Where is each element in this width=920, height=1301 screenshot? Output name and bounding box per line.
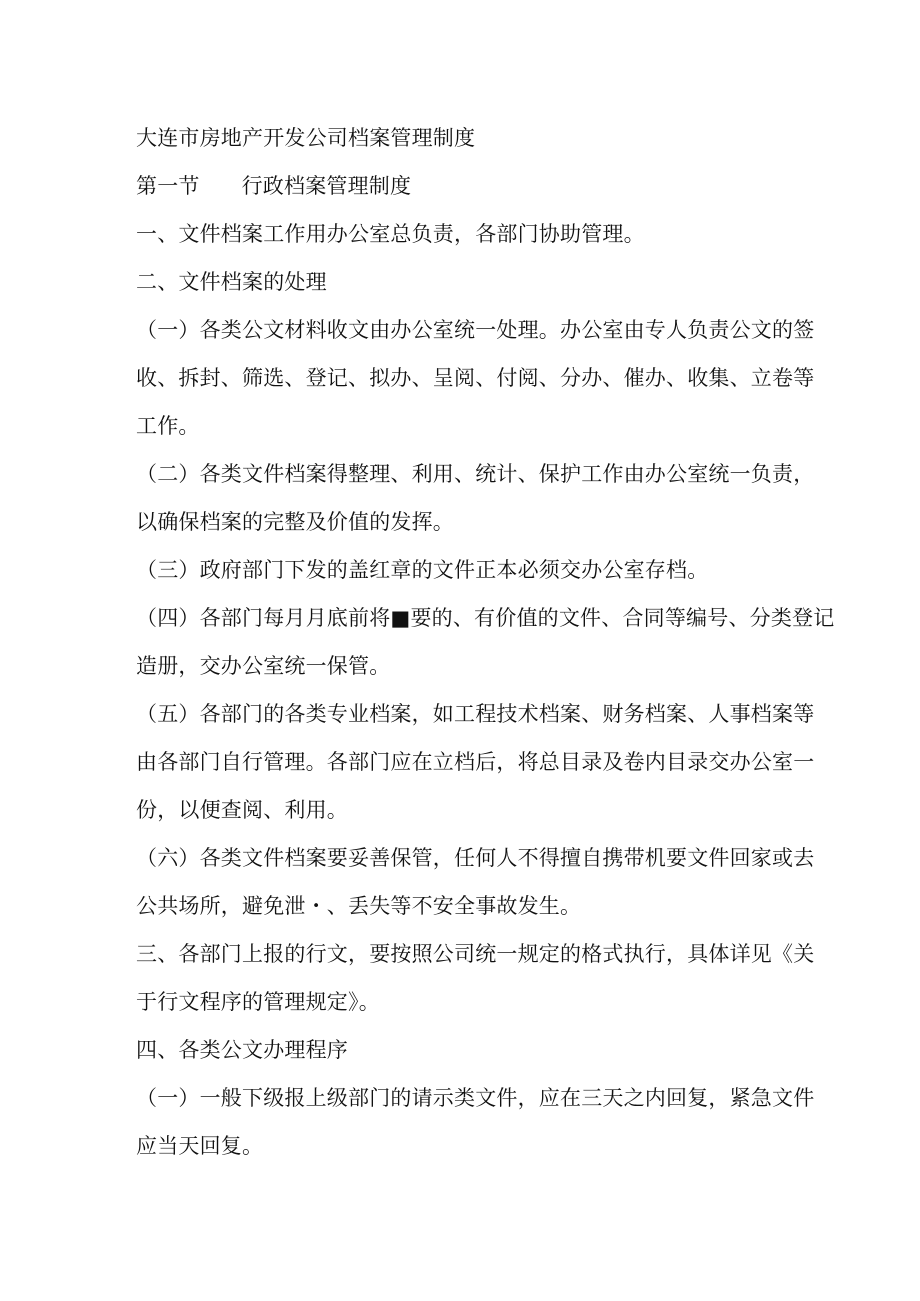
- paragraph-line: 于行文程序的管理规定》。: [136, 990, 380, 1014]
- paragraph-line: 由各部门自行管理。各部门应在立档后，将总目录及卷内目录交办公室一: [136, 750, 815, 774]
- paragraph-line: 份，以便查阅、利用。: [136, 798, 348, 822]
- paragraph-line: （二）各类文件档案得整理、利用、统计、保护工作由办公室统一负责，: [136, 462, 815, 486]
- paragraph-line: （一）各类公文材料收文由办公室统一处理。办公室由专人负责公文的签: [136, 318, 815, 342]
- paragraph-line: （三）政府部门下发的盖红章的文件正本必须交办公室存档。: [136, 558, 709, 582]
- paragraph-line: 应当天回复。: [136, 1134, 264, 1158]
- paragraph-line: 工作。: [136, 414, 200, 438]
- paragraph-line: 造册，交办公室统一保管。: [136, 654, 391, 678]
- document-title: 大连市房地产开发公司档案管理制度: [136, 126, 476, 150]
- section-name: 行政档案管理制度: [241, 174, 412, 198]
- paragraph-line: 四、各类公文办理程序: [136, 1038, 348, 1062]
- paragraph-line: 三、各部门上报的行文，要按照公司统一规定的格式执行，具体详见《关: [136, 942, 815, 966]
- section-heading: [136, 162, 796, 210]
- document-page: [136, 114, 835, 1170]
- paragraph-line: 以确保档案的完整及价值的发挥。: [136, 510, 454, 534]
- paragraph-line: （四）各部门每月月底前将■要的、有价值的文件、合同等编号、分类登记: [136, 606, 835, 630]
- paragraph-line: （五）各部门的各类专业档案，如工程技术档案、财务档案、人事档案等: [136, 702, 815, 726]
- section-number: 第一节: [136, 174, 200, 198]
- paragraph-line: 一、文件档案工作用办公室总负责，各部门协助管理。: [136, 222, 645, 246]
- paragraph-line: 公共场所，避免泄・、丢失等不安全事故发生。: [136, 894, 582, 918]
- paragraph-line: 二、文件档案的处理: [136, 270, 327, 294]
- paragraph-line: 收、拆封、筛选、登记、拟办、呈阅、付阅、分办、催办、收集、立卷等: [136, 366, 815, 390]
- paragraph-line: （六）各类文件档案要妥善保管，任何人不得擅自携带机要文件回家或去: [136, 846, 815, 870]
- paragraph-line: （一）一般下级报上级部门的请示类文件，应在三天之内回复，紧急文件: [136, 1086, 815, 1110]
